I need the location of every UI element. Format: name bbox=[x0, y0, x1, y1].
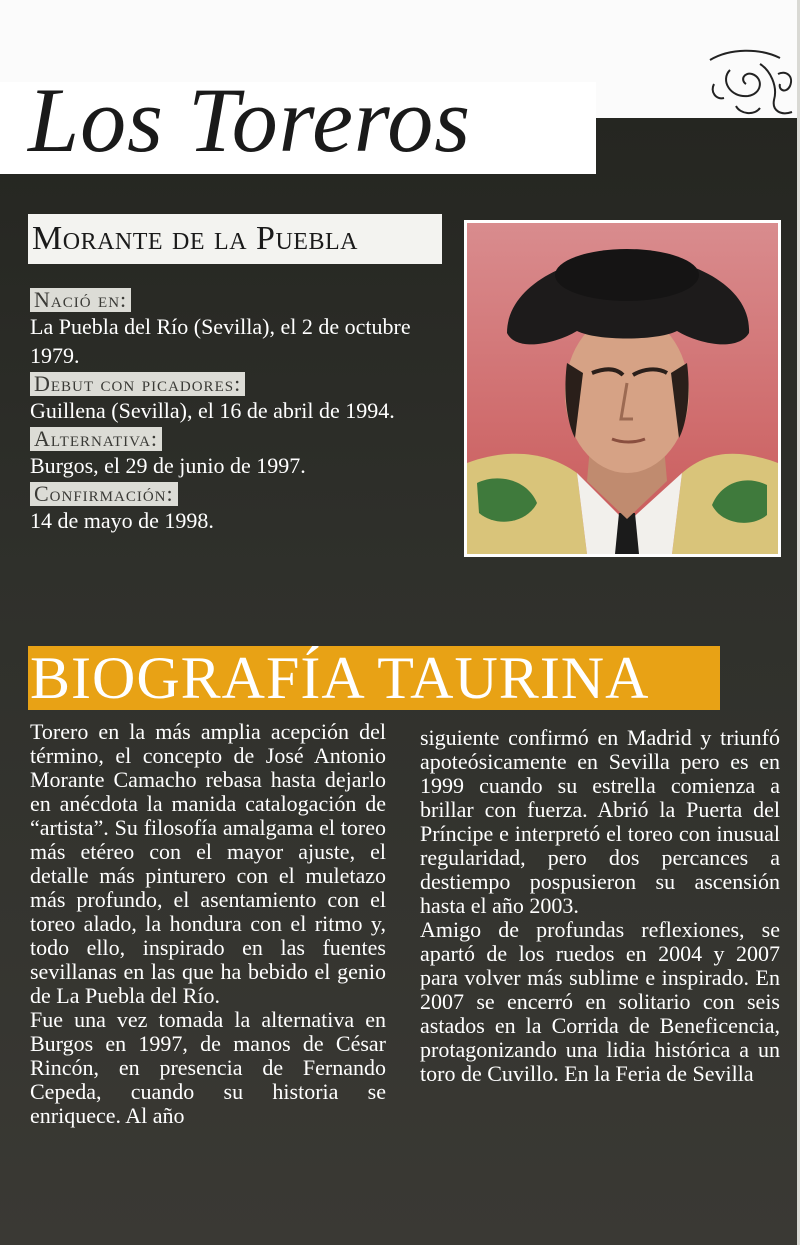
scroll-ornament-icon bbox=[700, 40, 800, 122]
info-label: Alternativa: bbox=[30, 427, 162, 451]
info-value: Burgos, el 29 de junio de 1997. bbox=[30, 453, 306, 478]
page-title: Los Toreros bbox=[28, 69, 472, 171]
info-item-alternativa bbox=[30, 427, 450, 480]
info-label: Confirmación: bbox=[30, 482, 178, 506]
info-label: Debut con picadores: bbox=[30, 372, 245, 396]
info-item-birth bbox=[30, 288, 450, 370]
info-value: 14 de mayo de 1998. bbox=[30, 508, 214, 533]
info-value: Guillena (Sevilla), el 16 de abril de 1994. bbox=[30, 398, 395, 423]
info-label: Nació en: bbox=[30, 288, 131, 312]
biography-paragraph: siguiente confirmó en Madrid y triunfó apoteósicamente en Sevilla pero es en 1999 cuando su estrella comienza a brillar con fuerza. Abrió la Puerta del Príncipe e interpretó el toreo con inusual regularidad, pero dos percances a destiempo pospusieron su ascensión hasta el año 2003. bbox=[420, 725, 780, 918]
torero-name: Morante de la Puebla bbox=[32, 220, 358, 257]
biography-paragraph: Fue una vez tomada la alternativa en Burgos en 1997, de manos de César Rincón, en presencia de Fernando Cepeda, cuando su historia se enriquece. Al año bbox=[30, 1007, 386, 1128]
biography-paragraph: Torero en la más amplia acepción del término, el concepto de José Antonio Morante Camacho rebasa hasta dejarlo en anécdota la manida catalogación de “artista”. Su filosofía amalgama el toreo más etéreo con el mayor ajuste, el detalle más pinturero con el muletazo más profundo, el asentamiento con el toreo alado, la hondura con el ritmo y, todo ello, inspirado en las fuentes sevillanas en las que ha bebido el genio de La Puebla del Río. bbox=[30, 719, 386, 1008]
info-value: La Puebla del Río (Sevilla), el 2 de octubre 1979. bbox=[30, 314, 411, 368]
portrait-illustration bbox=[467, 223, 778, 554]
info-item-confirmacion bbox=[30, 482, 450, 535]
info-item-debut bbox=[30, 372, 450, 425]
biography-paragraph: Amigo de profundas reflexiones, se apartó de los ruedos en 2004 y 2007 para volver más sublime e inspirado. En 2007 se encerró en solitario con seis astados en la Corrida de Beneficencia, protagonizando una lidia histórica a un toro de Cuvillo. En la Feria de Sevilla bbox=[420, 917, 780, 1086]
torero-photo bbox=[464, 220, 781, 557]
biography-column-right bbox=[420, 726, 780, 1086]
info-block bbox=[30, 288, 450, 537]
biography-heading: BIOGRAFÍA TAURINA bbox=[30, 645, 650, 711]
biography-column-left bbox=[30, 720, 386, 1128]
